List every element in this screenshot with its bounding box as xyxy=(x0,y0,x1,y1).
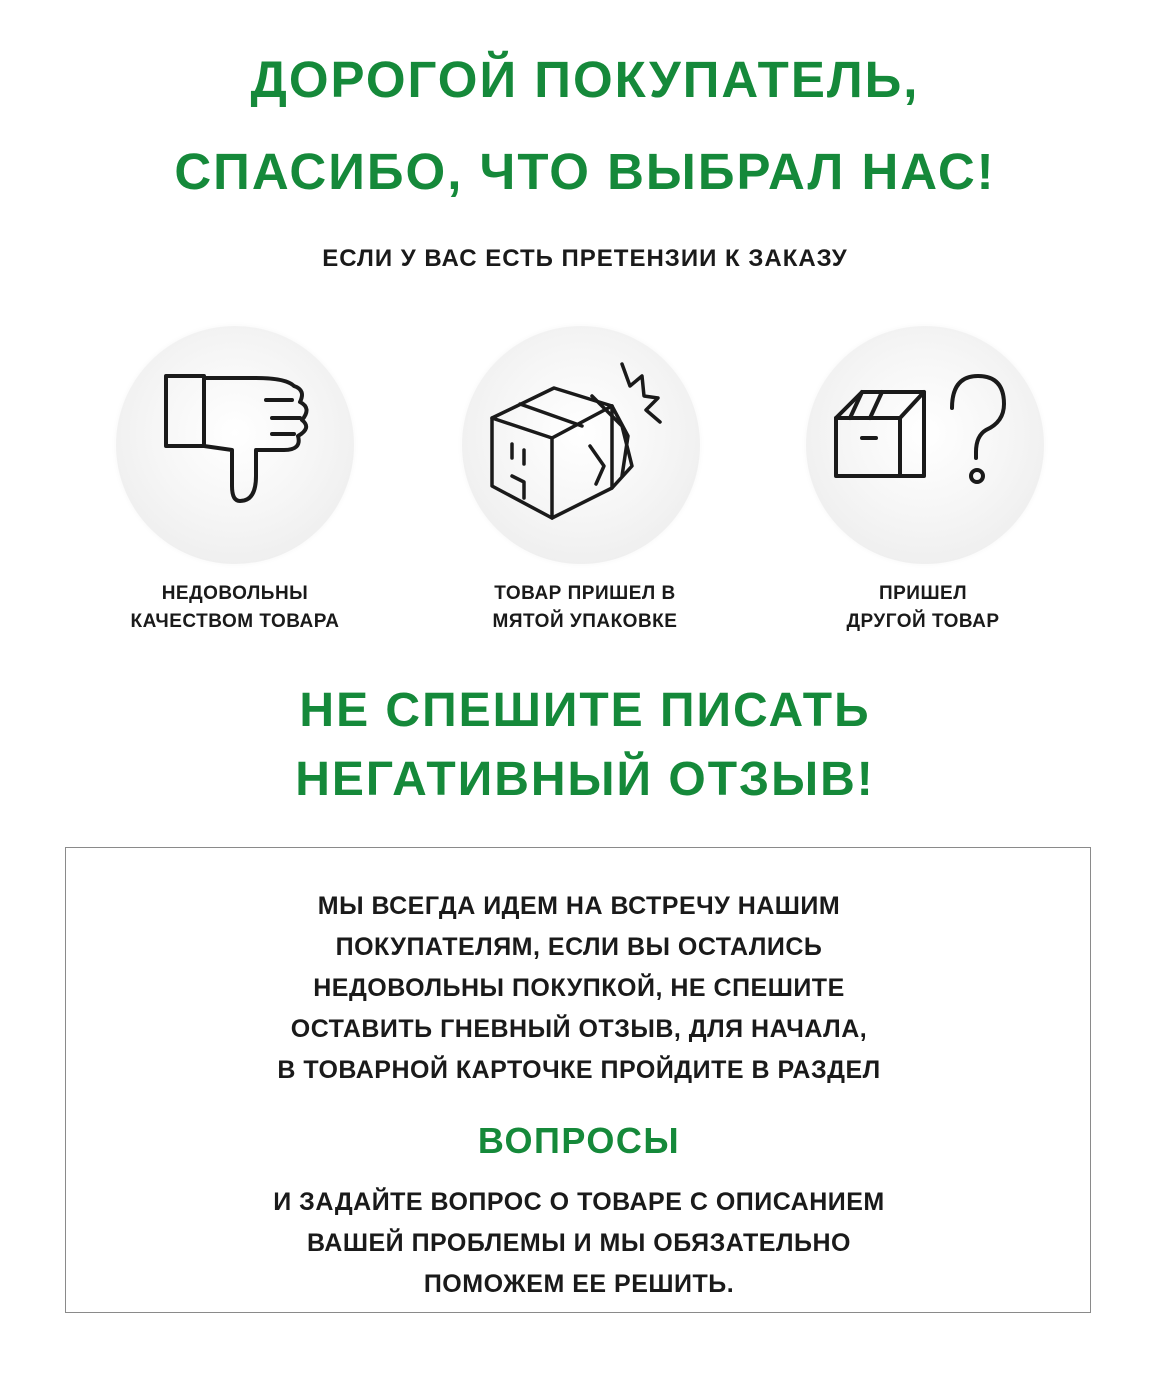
text-line: И ЗАДАЙТЕ ВОПРОС О ТОВАРЕ С ОПИСАНИЕМ xyxy=(273,1188,885,1216)
caption-line: ДРУГОЙ ТОВАР xyxy=(846,611,1000,632)
issue-caption-wrong-item xyxy=(753,580,1093,636)
issue-caption-damaged xyxy=(415,580,755,636)
caption-line: ПРИШЕЛ xyxy=(878,583,968,604)
page-title-line2: СПАСИБО, ЧТО ВЫБРАЛ НАС! xyxy=(174,143,996,200)
page-title-line1: ДОРОГОЙ ПОКУПАТЕЛЬ, xyxy=(250,51,920,108)
caption-line: ТОВАР ПРИШЕЛ В xyxy=(494,583,676,604)
text-line: ВАШЕЙ ПРОБЛЕМЫ И МЫ ОБЯЗАТЕЛЬНО xyxy=(307,1229,851,1257)
info-box xyxy=(65,847,1091,1313)
caption-line: МЯТОЙ УПАКОВКЕ xyxy=(492,611,678,632)
issue-caption-quality xyxy=(65,580,405,636)
box-question-icon xyxy=(806,326,1044,564)
text-line: ОСТАВИТЬ ГНЕВНЫЙ ОТЗЫВ, ДЛЯ НАЧАЛА, xyxy=(290,1015,868,1043)
warning-heading-line2: НЕГАТИВНЫЙ ОТЗЫВ! xyxy=(295,753,875,806)
section-name: ВОПРОСЫ xyxy=(477,1120,681,1161)
caption-line: НЕДОВОЛЬНЫ xyxy=(161,583,309,604)
text-line: ПОМОЖЕМ ЕЕ РЕШИТЬ. xyxy=(423,1270,735,1298)
text-line: ПОКУПАТЕЛЯМ, ЕСЛИ ВЫ ОСТАЛИСЬ xyxy=(335,933,823,961)
text-line: В ТОВАРНОЙ КАРТОЧКЕ ПРОЙДИТЕ В РАЗДЕЛ xyxy=(277,1056,881,1084)
info-paragraph-2 xyxy=(66,1182,1092,1305)
text-line: МЫ ВСЕГДА ИДЕМ НА ВСТРЕЧУ НАШИМ xyxy=(317,892,841,920)
warning-heading-line1: НЕ СПЕШИТЕ ПИСАТЬ xyxy=(299,684,871,737)
thumbs-down-icon xyxy=(116,326,354,564)
info-paragraph-1 xyxy=(66,886,1092,1091)
damaged-box-icon xyxy=(462,326,700,564)
subtitle: ЕСЛИ У ВАС ЕСТЬ ПРЕТЕНЗИИ К ЗАКАЗУ xyxy=(322,245,848,272)
text-line: НЕДОВОЛЬНЫ ПОКУПКОЙ, НЕ СПЕШИТЕ xyxy=(313,974,845,1002)
caption-line: КАЧЕСТВОМ ТОВАРА xyxy=(130,611,340,632)
